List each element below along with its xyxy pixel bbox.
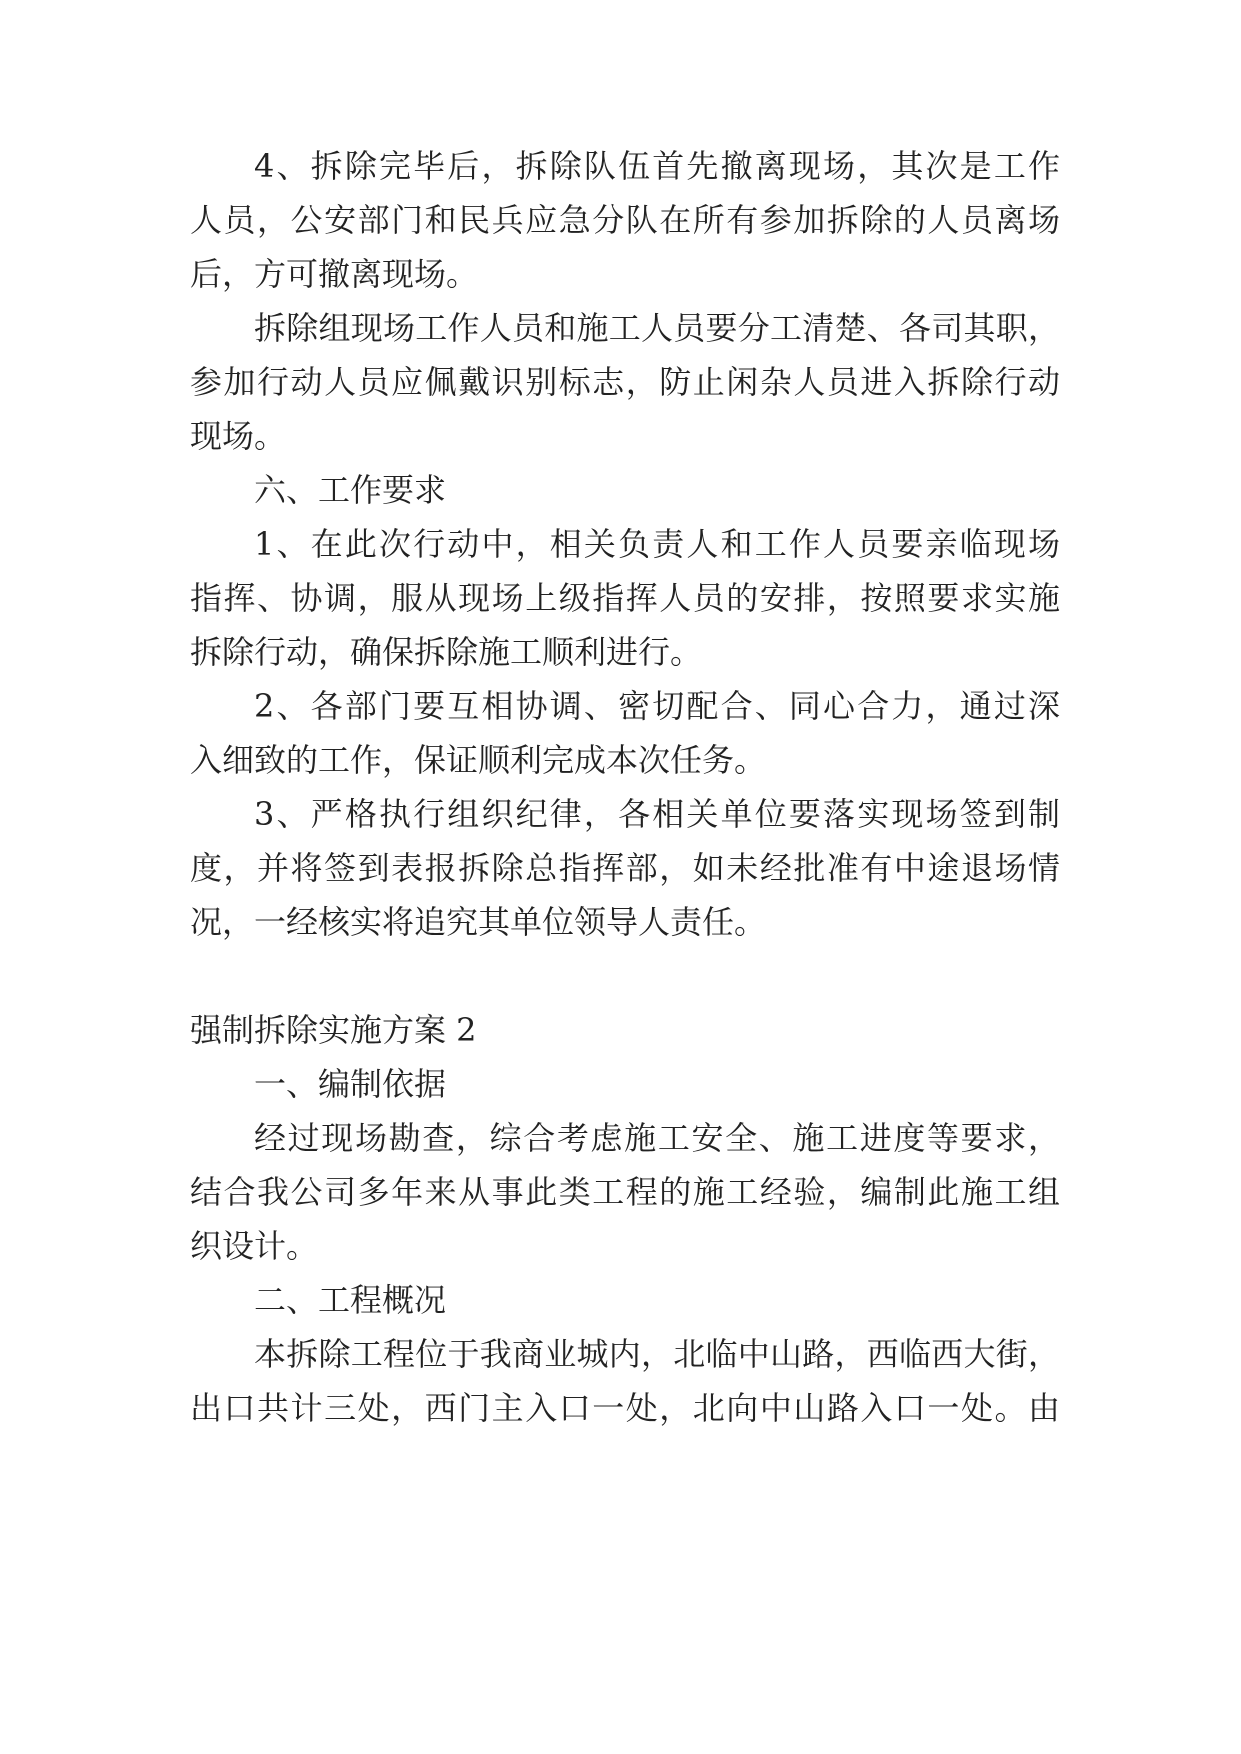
paragraph-line: 况，一经核实将追究其单位领导人责任。: [190, 903, 767, 941]
paragraph-line: 出口共计三处，西门主入口一处，北向中山路入口一处。由: [190, 1389, 1060, 1427]
document-title: 强制拆除实施方案 2: [190, 1011, 477, 1049]
paragraph-line: 人员，公安部门和民兵应急分队在所有参加拆除的人员离场: [190, 201, 1060, 239]
paragraph-line: 3、严格执行组织纪律，各相关单位要落实现场签到制: [254, 795, 1060, 833]
section-heading: 六、工作要求: [254, 471, 447, 509]
paragraph-line: 本拆除工程位于我商业城内，北临中山路，西临西大街，: [254, 1335, 1060, 1373]
paragraph-line: 参加行动人员应佩戴识别标志，防止闲杂人员进入拆除行动: [190, 363, 1060, 401]
paragraph-line: 经过现场勘查，综合考虑施工安全、施工进度等要求，: [254, 1119, 1060, 1157]
paragraph-line: 入细致的工作，保证顺利完成本次任务。: [190, 741, 767, 779]
paragraph-line: 后，方可撤离现场。: [190, 255, 479, 293]
section-heading: 一、编制依据: [254, 1065, 447, 1103]
paragraph-line: 2、各部门要互相协调、密切配合、同心合力，通过深: [254, 687, 1060, 725]
paragraph-line: 1、在此次行动中，相关负责人和工作人员要亲临现场: [254, 525, 1060, 563]
paragraph-line: 指挥、协调，服从现场上级指挥人员的安排，按照要求实施: [190, 579, 1060, 617]
paragraph-line: 4、拆除完毕后，拆除队伍首先撤离现场，其次是工作: [254, 147, 1060, 185]
section-heading: 二、工程概况: [254, 1281, 447, 1319]
paragraph-line: 度，并将签到表报拆除总指挥部，如未经批准有中途退场情: [190, 849, 1060, 887]
paragraph-line: 结合我公司多年来从事此类工程的施工经验，编制此施工组: [190, 1173, 1060, 1211]
paragraph-line: 现场。: [190, 417, 287, 455]
paragraph-line: 拆除行动，确保拆除施工顺利进行。: [190, 633, 703, 671]
paragraph-line: 织设计。: [190, 1227, 319, 1265]
paragraph-line: 拆除组现场工作人员和施工人员要分工清楚、各司其职，: [254, 309, 1060, 347]
